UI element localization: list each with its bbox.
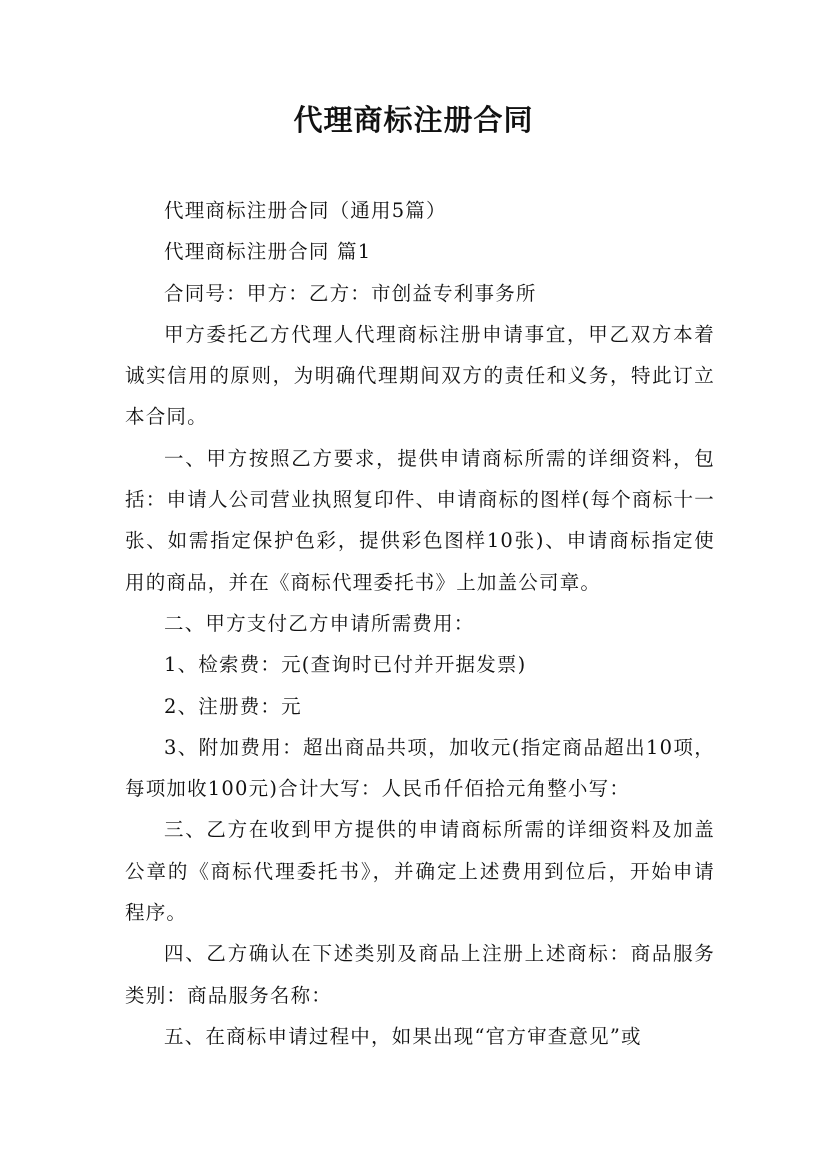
document-body xyxy=(125,190,715,1057)
paragraph-preamble: 甲方委托乙方代理人代理商标注册申请事宜，甲乙双方本着诚实信用的原则，为明确代理期间双方的责任和义务，特此订立本合同。 xyxy=(125,322,715,429)
paragraph-clause-4: 四、乙方确认在下述类别及商品上注册上述商标：商品服务类别：商品服务名称： xyxy=(125,942,715,1007)
paragraph-fee-additional: 3、附加费用：超出商品共项，加收元(指定商品超出10项，每项加收100元)合计大写：人民币仟佰拾元角整小写： xyxy=(125,735,715,801)
document-title: 代理商标注册合同 xyxy=(293,103,534,137)
paragraph-clause-1: 一、甲方按照乙方要求，提供申请商标所需的详细资料，包括：申请人公司营业执照复印件、申请商标的图样(每个商标十一张、如需指定保护色彩，提供彩色图样10张)、申请商标指定使用的商品，并在《商标代理委托书》上加盖公司章。 xyxy=(125,446,715,594)
paragraph-parties: 合同号：甲方：乙方：市创益专利事务所 xyxy=(164,281,537,305)
paragraph-subtitle: 代理商标注册合同（通用5篇） xyxy=(164,199,447,222)
paragraph-clause-5: 五、在商标申请过程中，如果出现“官方审查意见”或 xyxy=(164,1024,642,1048)
paragraph-section-heading: 代理商标注册合同 篇1 xyxy=(164,240,372,264)
paragraph-fee-registration: 2、注册费：元 xyxy=(164,694,302,718)
paragraph-fee-search: 1、检索费：元(查询时已付并开据发票) xyxy=(164,653,527,677)
paragraph-clause-3: 三、乙方在收到甲方提供的申请商标所需的详细资料及加盖公章的《商标代理委托书》，并确定上述费用到位后，开始申请程序。 xyxy=(125,818,715,925)
paragraph-clause-2: 二、甲方支付乙方申请所需费用： xyxy=(164,611,475,635)
